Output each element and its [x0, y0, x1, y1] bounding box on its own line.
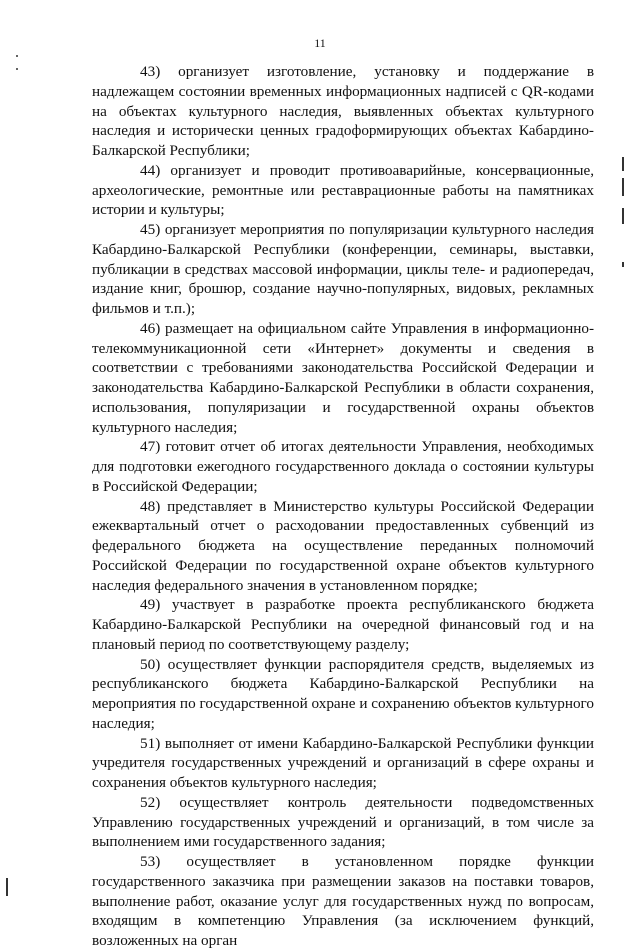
- document-body: [92, 62, 594, 951]
- paragraph-50: 50) осуществляет функции распорядителя средств, выделяемых из республиканского бюджета Кабардино-Балкарской Республики на мероприятия по государственной охране и сохранению объектов культурного наследия;: [92, 655, 594, 732]
- scan-mark: [622, 208, 624, 224]
- paragraph-46: 46) размещает на официальном сайте Управления в информационно-телекоммуникационной сети «Интернет» документы и сведения в соответствии с требованиями законодательства Российской Федерации и законодательства Кабардино-Балкарской Республики в области сохранения, использования, популяризации и государственной охраны объектов культурного наследия;: [92, 319, 594, 436]
- paragraph-49: 49) участвует в разработке проекта республиканского бюджета Кабардино-Балкарской Республики на очередной финансовый год и на плановый период по соответствующему разделу;: [92, 596, 594, 653]
- scan-mark: [16, 68, 18, 70]
- paragraph-51: 51) выполняет от имени Кабардино-Балкарской Республики функции учредителя государственных учреждений и организаций в сфере охраны и сохранения объектов культурного наследия;: [92, 734, 594, 791]
- paragraph-53: 53) осуществляет в установленном порядке функции государственного заказчика при размещении заказов на поставки товаров, выполнение работ, оказание услуг для государственных нужд по вопросам, входящим в компетенцию Управления (за исключением функций, возложенных на орган: [92, 853, 594, 949]
- paragraph-52: 52) осуществляет контроль деятельности подведомственных Управлению государственных учреждений и организаций, в том числе за выполнением ими государственного задания;: [92, 793, 594, 851]
- scan-mark: [6, 878, 8, 896]
- paragraph-45: 45) организует мероприятия по популяризации культурного наследия Кабардино-Балкарской Республики (конференции, семинары, выставки, публикации в средствах массовой информации, циклы теле- и радиопередач, издание книг, брошюр, создание научно-популярных, видовых, рекламных фильмов и т.п.);: [92, 221, 594, 317]
- scan-mark: [622, 178, 624, 196]
- scan-mark: [622, 262, 624, 267]
- paragraph-44: 44) организует и проводит противоаварийные, консервационные, археологические, ремонтные или реставрационные работы на памятниках истории и культуры;: [92, 161, 594, 219]
- paragraph-47: 47) готовит отчет об итогах деятельности Управления, необходимых для подготовки ежегодного государственного доклада о состоянии культуры в Российской Федерации;: [92, 438, 594, 495]
- page-number: 11: [314, 36, 326, 50]
- paragraph-48: 48) представляет в Министерство культуры Российской Федерации ежеквартальный отчет о расходовании предоставленных субвенций из федерального бюджета на осуществление переданных полномочий Российской Федерации по государственной охране объектов культурного наследия федерального значения в установленном порядке;: [92, 497, 594, 594]
- paragraph-43: 43) организует изготовление, установку и поддержание в надлежащем состоянии временных информационных надписей с QR-кодами на объектах культурного наследия, выявленных объектах культурного наследия и исторически ценных градоформирующих объектах Кабардино-Балкарской Республики;: [92, 63, 594, 159]
- scan-mark: [622, 157, 624, 171]
- scan-mark: [16, 55, 18, 57]
